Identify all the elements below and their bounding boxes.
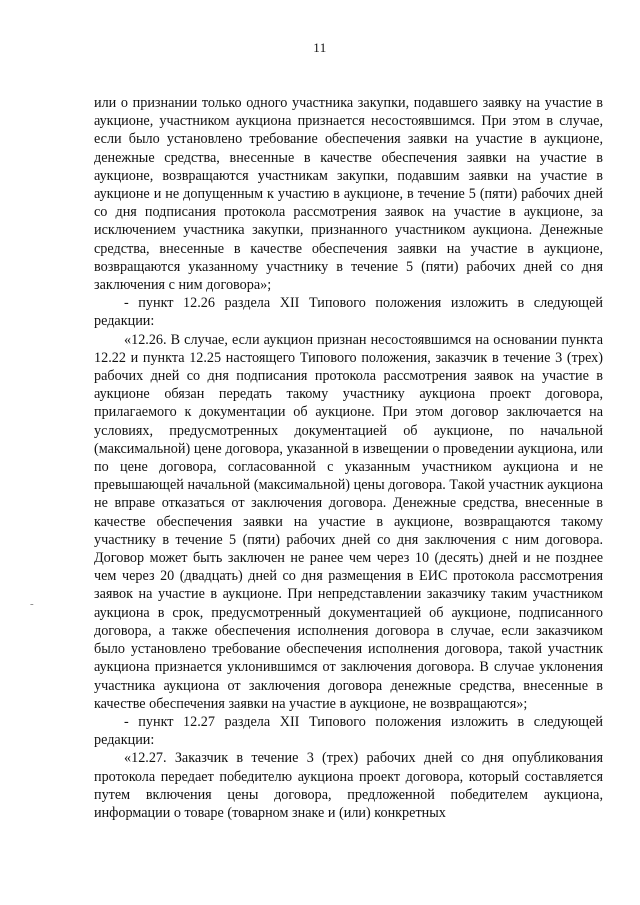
paragraph-continuation: или о признании только одного участника закупки, подавшего заявку на участие в аукционе, участником аукциона признается несостоявшимся. При этом в случае, если было установлено требование обеспечения заявки на участие в аукционе, денежные средства, внесенные в качестве обеспечения заявки на участие в аукционе, возвращаются участникам закупки, подавшим заявки на участие в аукционе и не допущенным к участию в аукционе, в течение 5 (пяти) рабочих дней со дня подписания протокола рассмотрения заявок на участие в аукционе, за исключением участника закупки, признанного участником аукциона. Денежные средства, внесенные в качестве обеспечения заявки на участие в аукционе, возвращаются указанному участнику в течение 5 (пяти) рабочих дней со дня заключения с ним договора»; [94, 95, 603, 294]
paragraph-clause-12-26: «12.26. В случае, если аукцион признан несостоявшимся на основании пункта 12.22 и пункта 12.25 настоящего Типового положения, заказчик в течение 3 (трех) рабочих дней со дня подписания протокола рассмотрения заявок на участие в аукционе обязан передать такому участнику аукциона проект договора, прилагаемого к документации об аукционе. При этом договор заключается на условиях, предусмотренных документацией об аукционе, по начальной (максимальной) цене договора, указанной в извещении о проведении аукциона, или по цене договора, согласованной с указанным участником аукциона и не превышающей начальной (максимальной) цены договора. Такой участник аукциона не вправе отказаться от заключения договора. Денежные средства, внесенные в качестве обеспечения заявки на участие в аукционе, возвращаются такому участнику в течение 5 (пяти) рабочих дней со дня заключения с ним договора. Договор может быть заключен не ранее чем через 10 (десять) дней и не позднее чем через 20 (двадцать) дней со дня размещения в ЕИС протокола рассмотрения заявок на участие в аукционе. При непредставлении заказчику таким участником аукциона в срок, предусмотренный документацией об аукционе, подписанного договора, а также обеспечения исполнения договора в случае, если заказчиком было установлено требование обеспечения исполнения договора, такой участник аукциона признается уклонившимся от заключения договора. В случае уклонения участника аукциона от заключения договора денежные средства, внесенные в качестве обеспечения заявки на участие в аукционе, не возвращаются»; [94, 331, 603, 712]
paragraph-amendment-12-26-intro: - пункт 12.26 раздела XII Типового положения изложить в следующей редакции: [94, 295, 603, 330]
paragraph-amendment-12-27-intro: - пункт 12.27 раздела XII Типового положения изложить в следующей редакции: [94, 713, 603, 749]
page-number: 11 [313, 40, 327, 55]
paragraph-clause-12-27: «12.27. Заказчик в течение 3 (трех) рабочих дней со дня опубликования протокола передает победителю аукциона проект договора, который составляется путем включения цены договора, предложенной победителем аукциона, информации о товаре (товарном знаке и (или) конкретных [94, 750, 603, 821]
margin-mark: - [30, 598, 34, 610]
document-body [94, 94, 603, 822]
